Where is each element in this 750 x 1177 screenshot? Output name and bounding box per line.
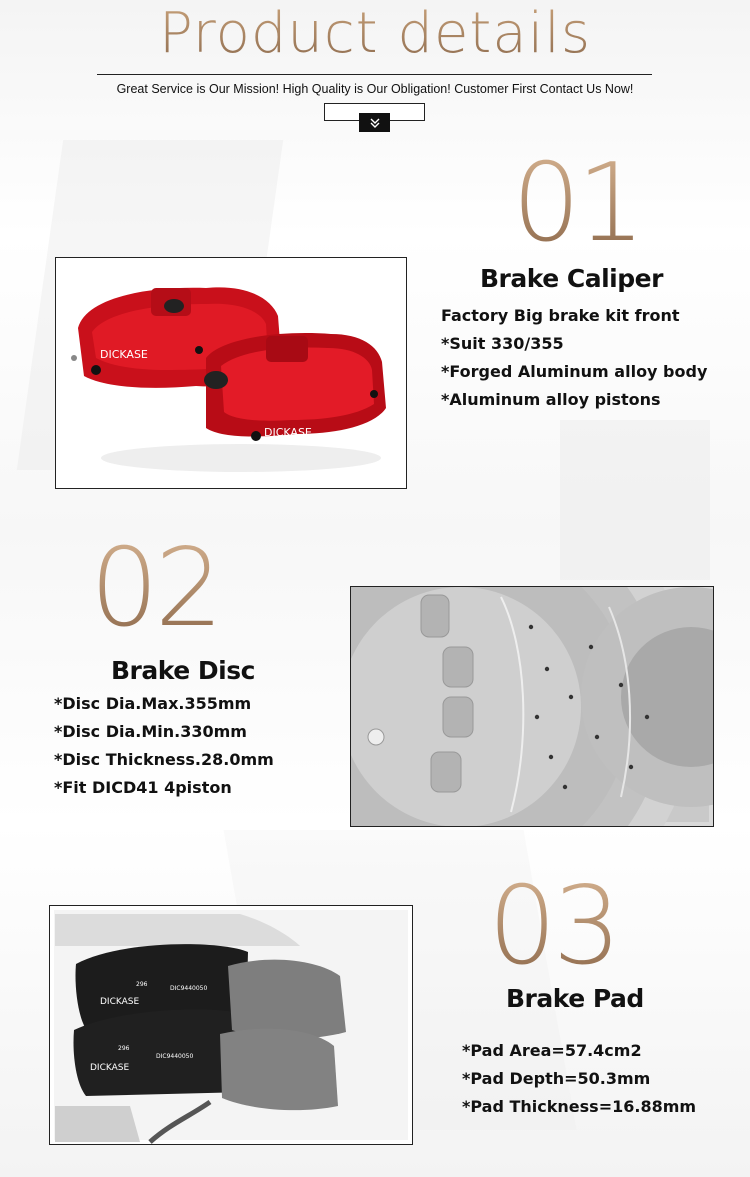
spec-item: *Forged Aluminum alloy body: [441, 362, 708, 381]
section-number-02: 02: [90, 526, 220, 651]
caliper-spec-list: [441, 302, 707, 414]
pad-spec-list: [462, 1037, 696, 1121]
section-number-01: 01: [512, 141, 642, 266]
brake-caliper-photo: [55, 257, 407, 489]
spec-item: *Disc Thickness.28.0mm: [54, 750, 274, 769]
section-heading-disc: Brake Disc: [111, 656, 255, 685]
caliper-brand-logo: DICKASE: [264, 426, 312, 439]
spec-item: *Disc Dia.Max.355mm: [54, 694, 252, 713]
section-heading-pad: Brake Pad: [506, 984, 644, 1013]
section-number-03: 03: [488, 864, 618, 989]
brake-disc-photo: [350, 586, 714, 827]
spec-item: *Pad Area=57.4cm2: [462, 1041, 642, 1060]
slogan-text: Great Service is Our Mission! High Quality is Our Obligation! Customer First Contact Us Now!: [116, 82, 634, 96]
pad-number-label: 296: [136, 981, 148, 988]
pad-number-label: 296: [118, 1045, 130, 1052]
caliper-brand-logo: DICKASE: [100, 348, 148, 361]
scroll-down-button[interactable]: [359, 113, 390, 132]
section-heading-caliper: Brake Caliper: [480, 264, 663, 293]
brake-pad-photo: [49, 905, 413, 1145]
pad-brand-label: DICKASE: [90, 1063, 130, 1073]
spec-item: *Aluminum alloy pistons: [441, 390, 661, 409]
spec-item: *Disc Dia.Min.330mm: [54, 722, 247, 741]
spec-item: *Pad Depth=50.3mm: [462, 1069, 651, 1088]
spec-item: *Fit DICD41 4piston: [54, 778, 232, 797]
pad-code-label: DIC9440050: [170, 985, 208, 992]
spec-item: *Suit 330/355: [441, 334, 564, 353]
spec-item: *Pad Thickness=16.88mm: [462, 1097, 697, 1116]
page-title: Product details: [0, 0, 750, 68]
chevron-double-down-icon: [368, 116, 382, 130]
disc-spec-list: [54, 690, 274, 802]
background-shape: [560, 420, 710, 580]
pad-code-label: DIC9440050: [156, 1053, 194, 1060]
pad-brand-label: DICKASE: [100, 997, 140, 1007]
spec-item: Factory Big brake kit front: [441, 306, 680, 325]
title-divider: [97, 74, 652, 75]
